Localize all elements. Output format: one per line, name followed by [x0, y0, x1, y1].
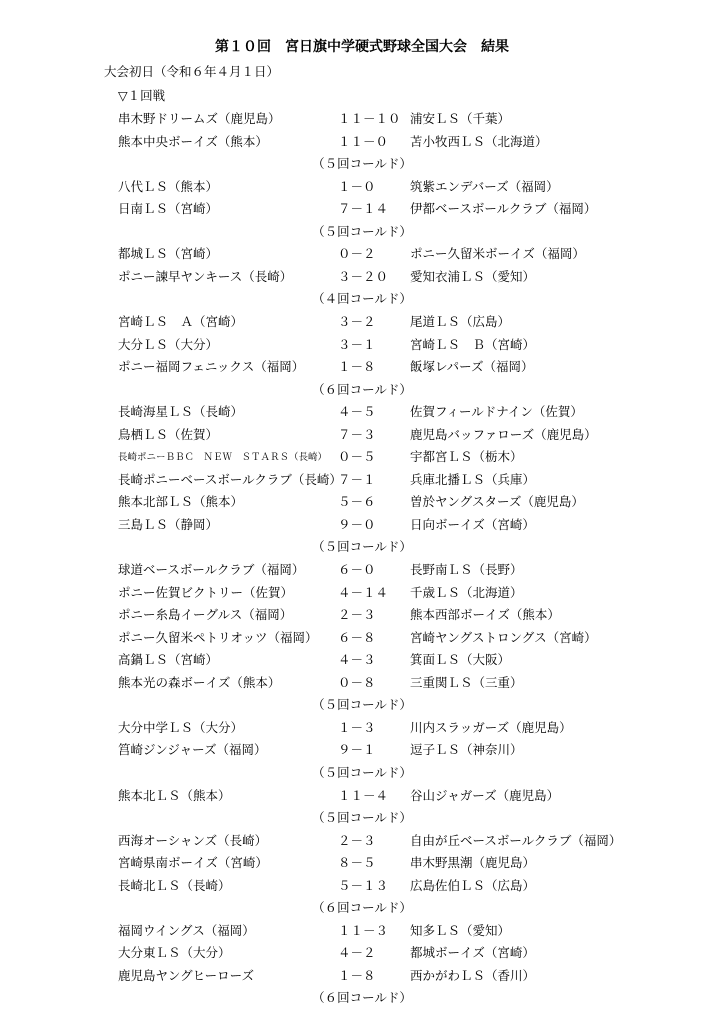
home-team: 大分東ＬＳ（大分）: [118, 945, 231, 961]
away-team: 三重関ＬＳ（三重）: [410, 674, 523, 690]
away-team: 川内スラッガーズ（鹿児島）: [410, 719, 572, 735]
match-score: ４－３: [338, 652, 376, 668]
called-game-note: （５回コールド）: [312, 697, 412, 713]
away-team: 筑紫エンデバーズ（福岡）: [410, 178, 559, 194]
called-game-note: （６回コールド）: [312, 990, 412, 1006]
away-team: 日向ボーイズ（宮崎）: [410, 516, 535, 532]
match-score: １－０: [338, 178, 376, 194]
home-team: 串木野ドリームズ（鹿児島）: [118, 111, 281, 126]
called-game-note: （５回コールド）: [312, 156, 412, 172]
home-team: 鳥栖ＬＳ（佐賀）: [118, 426, 219, 442]
match-score: １１－０: [338, 133, 389, 149]
home-team: 長崎北ＬＳ（長崎）: [118, 877, 231, 893]
match-score: １１－１０: [338, 111, 401, 126]
home-team: ポニー久留米ペトリオッツ（福岡）: [118, 629, 318, 645]
home-team: 大分ＬＳ（大分）: [118, 336, 219, 352]
document-title: 第１０回 宮日旗中学硬式野球全国大会 結果: [215, 39, 509, 55]
match-score: １１－３: [338, 922, 389, 938]
home-team: 筥崎ジンジャーズ（福岡）: [118, 742, 267, 758]
match-score: ２－３: [338, 607, 376, 623]
away-team: 苫小牧西ＬＳ（北海道）: [410, 133, 548, 149]
away-team: 西かがわＬＳ（香川）: [410, 967, 536, 983]
home-team: 熊本北部ＬＳ（熊本）: [118, 494, 244, 510]
home-team: 熊本北ＬＳ（熊本）: [118, 787, 231, 803]
match-score: ８－５: [338, 855, 376, 871]
match-score: ０－８: [338, 674, 376, 690]
match-score: １－８: [338, 359, 376, 375]
home-team: 長崎ポニーＢＢＣ ＮＥＷ ＳＴＡＲＳ（長崎）: [118, 452, 328, 464]
match-score: ３－２０: [338, 268, 389, 284]
away-team: 宮崎ＬＳ Ｂ（宮崎）: [410, 336, 536, 352]
away-team: 飯塚レパーズ（福岡）: [410, 359, 534, 375]
away-team: 浦安ＬＳ（千葉）: [410, 111, 511, 126]
match-score: ３－２: [338, 313, 376, 329]
home-team: ポニー糸島イーグルス（福岡）: [118, 607, 293, 623]
home-team: ポニー福岡フェニックス（福岡）: [118, 359, 305, 375]
home-team: 高鍋ＬＳ（宮崎）: [118, 652, 219, 668]
home-team: 熊本光の森ボーイズ（熊本）: [118, 674, 281, 690]
away-team: 伊都ベースボールクラブ（福岡）: [410, 201, 597, 217]
match-score: ６－８: [338, 629, 376, 645]
match-score: １－８: [338, 967, 376, 983]
away-team: 逗子ＬＳ（神奈川）: [410, 742, 523, 758]
home-team: 球道ベースボールクラブ（福岡）: [118, 562, 305, 577]
called-game-note: （５回コールド）: [312, 223, 412, 239]
home-team: ポニー佐賀ビクトリー（佐賀）: [118, 584, 294, 600]
called-game-note: （６回コールド）: [312, 900, 412, 916]
match-score: ３－１: [338, 336, 376, 352]
called-game-note: （５回コールド）: [312, 539, 412, 555]
away-team: 串木野黒潮（鹿児島）: [410, 855, 536, 871]
home-team: 長崎海星ＬＳ（長崎）: [118, 404, 244, 420]
tournament-date: 大会初日（令和６年４月１日）: [104, 64, 280, 79]
home-team: 宮崎ＬＳ Ａ（宮崎）: [118, 313, 244, 329]
called-game-note: （４回コールド）: [312, 291, 412, 307]
away-team: 曽於ヤングスターズ（鹿児島）: [410, 494, 584, 510]
match-score: ４－１４: [338, 584, 389, 600]
match-score: ０－２: [338, 246, 376, 262]
home-team: 長崎ポニーベースボールクラブ（長崎）: [118, 471, 342, 487]
home-team: 都城ＬＳ（宮崎）: [118, 246, 219, 262]
match-score: ０－５: [338, 449, 376, 465]
home-team: 三島ＬＳ（静岡）: [118, 516, 219, 532]
away-team: 広島佐伯ＬＳ（広島）: [410, 877, 536, 893]
home-team: 宮崎県南ボーイズ（宮崎）: [118, 855, 268, 871]
away-team: 千歳ＬＳ（北海道）: [410, 584, 523, 600]
away-team: 兵庫北播ＬＳ（兵庫）: [410, 471, 536, 487]
round-heading: ▽１回戦: [118, 88, 166, 103]
match-score: ５－６: [338, 494, 376, 510]
home-team: ポニー諫早ヤンキース（長崎）: [118, 268, 293, 284]
home-team: 熊本中央ボーイズ（熊本）: [118, 133, 268, 149]
away-team: 宇都宮ＬＳ（栃木）: [410, 449, 523, 465]
home-team: 日南ＬＳ（宮崎）: [118, 201, 219, 217]
away-team: 宮崎ヤングストロングス（宮崎）: [410, 629, 597, 645]
called-game-note: （５回コールド）: [312, 764, 412, 780]
away-team: 長野南ＬＳ（長野）: [410, 562, 523, 577]
match-score: １１－４: [338, 787, 389, 803]
away-team: 佐賀フィールドナイン（佐賀）: [410, 404, 583, 420]
away-team: 都城ボーイズ（宮崎）: [410, 945, 535, 961]
match-score: ５－１３: [338, 877, 389, 893]
match-score: ２－３: [338, 832, 376, 848]
match-score: ４－２: [338, 945, 376, 961]
away-team: 愛知衣浦ＬＳ（愛知）: [410, 268, 536, 284]
called-game-note: （５回コールド）: [312, 810, 412, 826]
home-team: 福岡ウイングス（福岡）: [118, 922, 255, 938]
away-team: 鹿児島バッファローズ（鹿児島）: [410, 426, 597, 442]
match-score: ９－１: [338, 742, 376, 758]
called-game-note: （６回コールド）: [312, 381, 412, 397]
away-team: 谷山ジャガーズ（鹿児島）: [410, 787, 560, 803]
match-score: １－３: [338, 719, 376, 735]
match-score: ７－１４: [338, 201, 389, 217]
home-team: 西海オーシャンズ（長崎）: [118, 832, 268, 848]
away-team: ポニー久留米ボーイズ（福岡）: [410, 246, 585, 262]
home-team: 大分中学ＬＳ（大分）: [118, 719, 244, 735]
away-team: 箕面ＬＳ（大阪）: [410, 652, 511, 668]
match-score: ４－５: [338, 404, 376, 420]
away-team: 熊本西部ボーイズ（熊本）: [410, 607, 560, 623]
match-score: ７－３: [338, 426, 376, 442]
away-team: 自由が丘ベースボールクラブ（福岡）: [410, 832, 622, 848]
match-score: ６－０: [338, 562, 376, 577]
away-team: 知多ＬＳ（愛知）: [410, 922, 511, 938]
match-score: ９－０: [338, 516, 376, 532]
home-team: 八代ＬＳ（熊本）: [118, 178, 219, 194]
home-team: 鹿児島ヤングヒーローズ: [118, 967, 255, 983]
away-team: 尾道ＬＳ（広島）: [410, 313, 511, 329]
match-score: ７－１: [338, 471, 376, 487]
